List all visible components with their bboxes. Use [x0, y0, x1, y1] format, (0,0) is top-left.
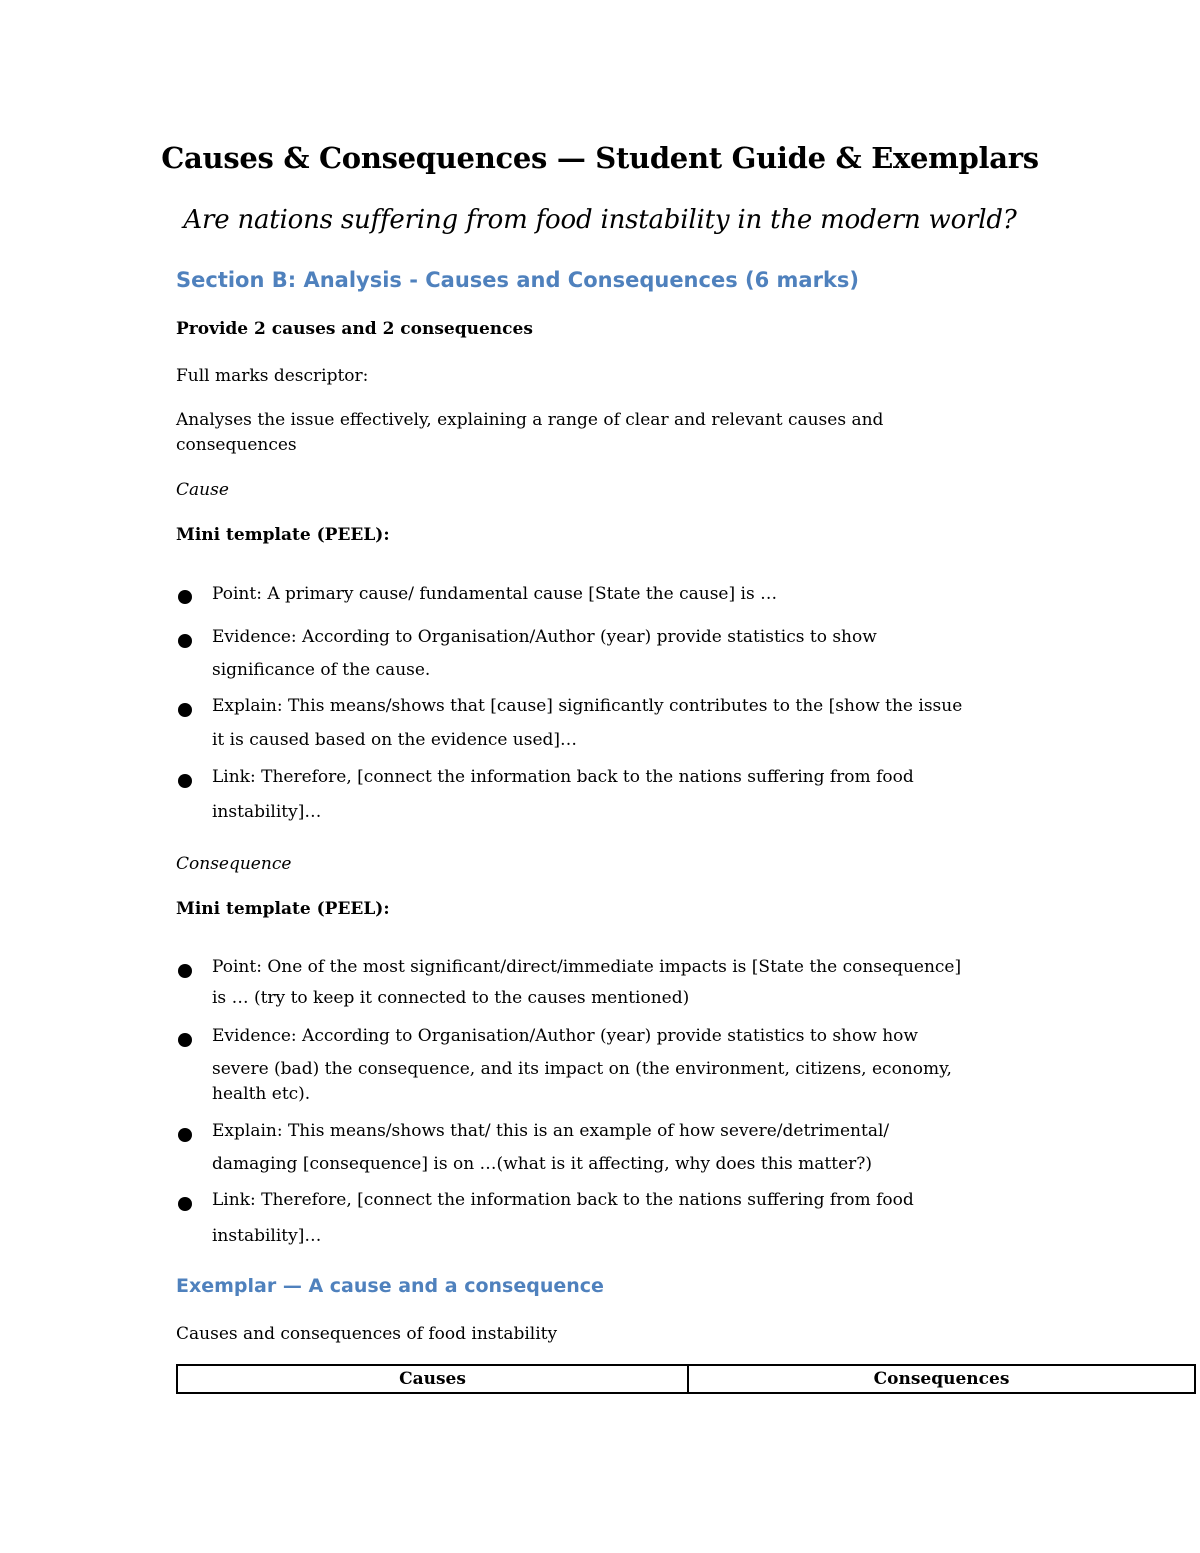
- exemplar-caption: Causes and consequences of food instability: [176, 1324, 558, 1344]
- bullet-icon: [178, 590, 192, 604]
- consequence-bullet-explain-line: damaging [consequence] is on …(what is it affecting, why does this matter?): [212, 1154, 873, 1174]
- cause-bullet-point-line: Point: A primary cause/ fundamental cause [State the cause] is …: [212, 584, 778, 604]
- bullet-icon: [178, 1033, 192, 1047]
- bullet-icon: [178, 634, 192, 648]
- cause-bullet-explain-line: it is caused based on the evidence used]…: [212, 730, 578, 750]
- page-title: Causes & Consequences — Student Guide & Exemplars: [161, 141, 1039, 175]
- cause-bullet-link-line: Link: Therefore, [connect the information back to the nations suffering from food: [212, 767, 914, 787]
- bullet-icon: [178, 774, 192, 788]
- consequence-bullet-point-line: Point: One of the most significant/direct/immediate impacts is [State the consequence]: [212, 957, 962, 977]
- consequence-bullet-point-line: is … (try to keep it connected to the causes mentioned): [212, 988, 690, 1008]
- exemplar-heading: Exemplar — A cause and a consequence: [176, 1275, 604, 1297]
- cause-bullet-evidence-line: significance of the cause.: [212, 660, 431, 680]
- consequence-bullet-link-line: Link: Therefore, [connect the information back to the nations suffering from food: [212, 1190, 914, 1210]
- full-marks-text-line-2: consequences: [176, 435, 297, 455]
- full-marks-text-line-1: Analyses the issue effectively, explaining a range of clear and relevant causes and: [176, 410, 884, 430]
- consequence-template-label: Mini template (PEEL):: [176, 899, 390, 919]
- full-marks-label: Full marks descriptor:: [176, 366, 369, 386]
- cause-template-label: Mini template (PEEL):: [176, 525, 390, 545]
- bullet-icon: [178, 703, 192, 717]
- cause-label: Cause: [176, 480, 229, 500]
- cause-bullet-explain-line: Explain: This means/shows that [cause] significantly contributes to the [show the issue: [212, 696, 963, 716]
- consequence-bullet-evidence-line: severe (bad) the consequence, and its impact on (the environment, citizens, economy,: [212, 1059, 952, 1079]
- bullet-icon: [178, 1197, 192, 1211]
- consequence-bullet-explain-line: Explain: This means/shows that/ this is an example of how severe/detrimental/: [212, 1121, 890, 1141]
- section-heading: Section B: Analysis - Causes and Consequences (6 marks): [176, 268, 860, 292]
- cause-bullet-link-line: instability]…: [212, 802, 322, 822]
- provide-line: Provide 2 causes and 2 consequences: [176, 319, 533, 339]
- bullet-icon: [178, 1128, 192, 1142]
- consequence-bullet-evidence-line: health etc).: [212, 1084, 311, 1104]
- page-subtitle: Are nations suffering from food instability in the modern world?: [183, 205, 1017, 235]
- cause-bullet-evidence-line: Evidence: According to Organisation/Author (year) provide statistics to show: [212, 627, 877, 647]
- consequence-label: Consequence: [176, 854, 292, 874]
- consequence-bullet-evidence-line: Evidence: According to Organisation/Author (year) provide statistics to show how: [212, 1026, 918, 1046]
- table-header-consequences: Consequences: [873, 1369, 1010, 1389]
- consequence-bullet-link-line: instability]…: [212, 1226, 322, 1246]
- bullet-icon: [178, 964, 192, 978]
- table-header-causes: Causes: [399, 1369, 466, 1389]
